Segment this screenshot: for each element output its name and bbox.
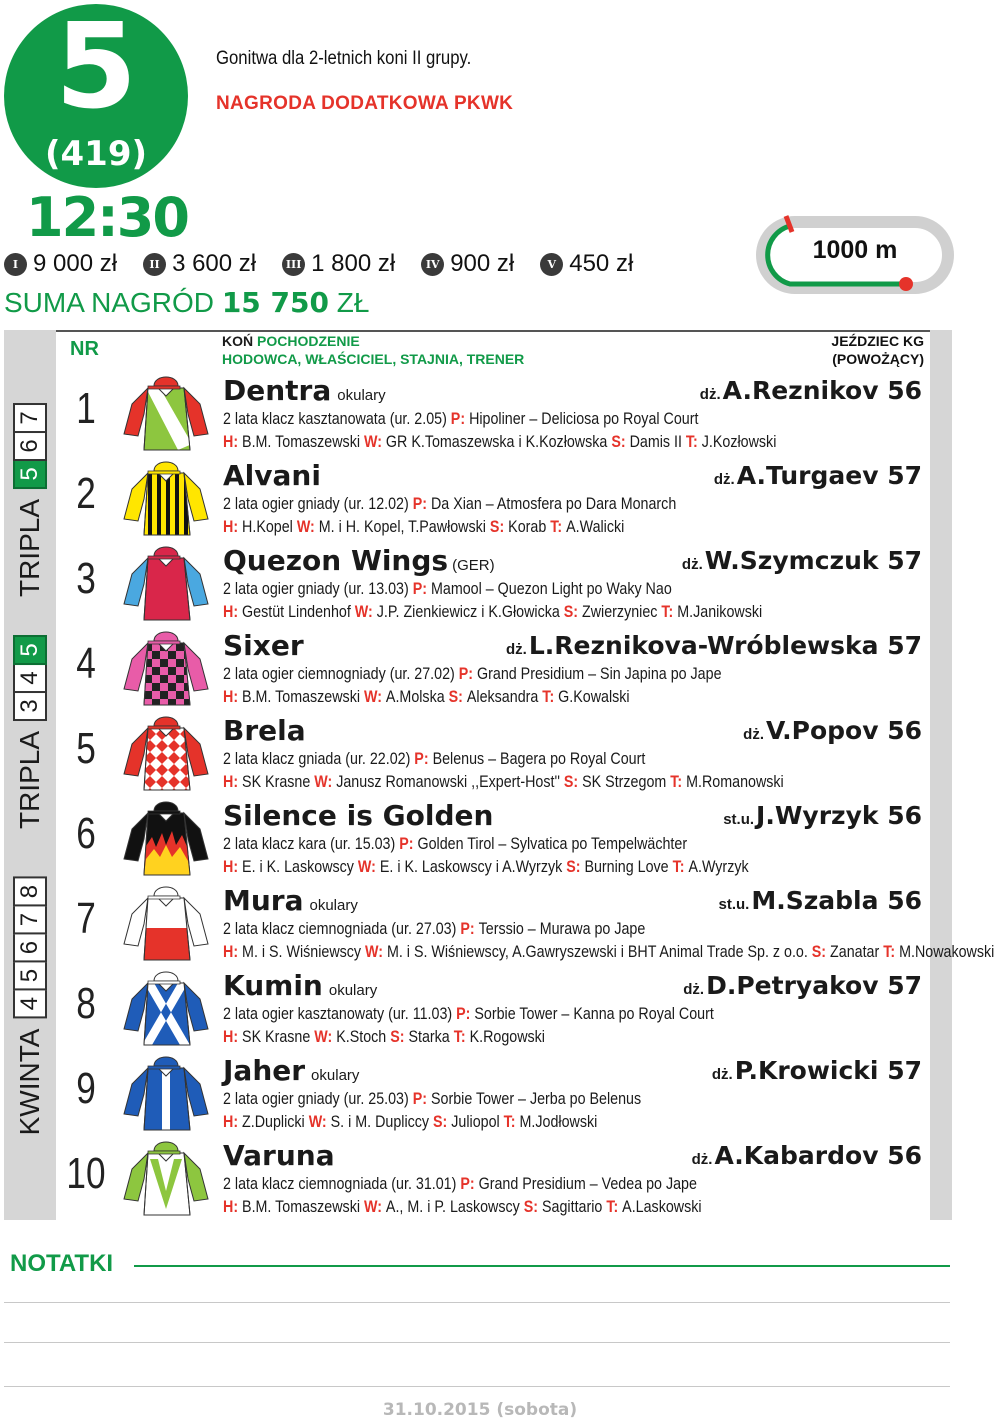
total-label: SUMA NAGRÓD: [4, 287, 215, 318]
runner-row: [56, 965, 930, 1050]
horse-equipment: okulary: [309, 897, 358, 914]
silks: [118, 629, 214, 707]
jockey-silks-icon: [118, 799, 214, 877]
notes-line: [4, 1342, 950, 1343]
horse-name: [223, 374, 386, 407]
owner-label: W:: [314, 772, 337, 791]
horse-connections: [223, 1197, 702, 1217]
total-prize: [4, 286, 369, 319]
owner-name: M. i S. Wiśniewscy, A.Gawryszewski i BHT Animal Trade Sp. z o.o.: [386, 942, 812, 961]
jockey-silks-icon: [118, 884, 214, 962]
stable-name: Zwierzyniec: [582, 602, 662, 621]
horse-age-sex: 2 lata ogier gniady (ur. 25.03): [223, 1089, 413, 1108]
jockey-name: [683, 971, 922, 1000]
total-amount: 15 750: [221, 286, 329, 319]
jockey-name-text: V.Popov 56: [766, 716, 922, 745]
breeder-name: H.Kopel: [242, 517, 297, 536]
breeder-label: H:: [223, 857, 243, 876]
jockey-name: [712, 1056, 922, 1085]
jockey-name: [743, 716, 922, 745]
horse-pedigree: [223, 664, 722, 684]
runner-number: 10: [66, 1149, 106, 1198]
jockey-name: [700, 376, 922, 405]
race-id: (419): [44, 134, 148, 174]
runner-row: [56, 795, 930, 880]
runner-number: 6: [76, 809, 96, 858]
prize-item: [143, 250, 256, 278]
bet-box: 6: [13, 431, 47, 461]
jockey-silks-icon: [118, 374, 214, 452]
stable-label: S:: [611, 432, 630, 451]
race-time: 12:30: [26, 186, 188, 249]
breeder-name: SK Krasne: [242, 772, 315, 791]
bet-box: 6: [13, 933, 47, 963]
horse-name: [223, 969, 377, 1002]
jockey-name: [719, 886, 922, 915]
trainer-label: T:: [550, 517, 567, 536]
stable-name: Zanatar: [830, 942, 884, 961]
horse-name-text: Mura: [223, 884, 304, 917]
stable-name: Juliopol: [451, 1112, 504, 1131]
race-bonus: NAGRODA DODATKOWA PKWK: [216, 93, 514, 114]
owner-name: J.P. Zienkiewicz i K.Głowicka: [376, 602, 564, 621]
breeder-name: B.M. Tomaszewski: [242, 687, 364, 706]
trainer-name: A.Wyrzyk: [688, 857, 749, 876]
horse-connections: [223, 857, 749, 877]
notes-rule: [134, 1265, 950, 1267]
horse-age-sex: 2 lata klacz gniada (ur. 22.02): [223, 749, 415, 768]
jockey-name-text: A.Reznikov 56: [722, 376, 922, 405]
runner-number: 7: [76, 894, 96, 943]
horse-pedigree: [223, 1089, 641, 1109]
owner-label: W:: [357, 857, 380, 876]
owner-name: K.Stoch: [336, 1027, 391, 1046]
horse-equipment: okulary: [311, 1067, 360, 1084]
jockey-silks-icon: [118, 629, 214, 707]
bet-box: 7: [13, 905, 47, 935]
horse-name: [223, 884, 358, 917]
horse-connections: [223, 602, 762, 622]
race-number: 5: [54, 0, 138, 135]
jockey-name-text: A.Kabardov 56: [714, 1141, 922, 1170]
horse-connections: [223, 942, 994, 962]
jockey-name-text: P.Krowicki 57: [734, 1056, 922, 1085]
stable-label: S:: [523, 1197, 543, 1216]
prize-amount: 3 600 zł: [172, 250, 257, 277]
jockey-status: st.u.: [723, 811, 755, 828]
notes-line: [4, 1302, 950, 1303]
breeder-label: H:: [223, 602, 243, 621]
horse-pedigree: [223, 579, 672, 599]
bet-box: 4: [13, 663, 47, 693]
pedigree-label: P:: [450, 409, 470, 428]
owner-name: Janusz Romanowski ,,Expert-Host'': [336, 772, 564, 791]
trainer-name: A.Laskowski: [622, 1197, 702, 1216]
breeder-label: H:: [223, 517, 243, 536]
bet-label: KWINTA: [14, 1028, 45, 1136]
runner-row: [56, 455, 930, 540]
prize-amount: 1 800 zł: [311, 250, 396, 277]
pedigree-label: P:: [412, 579, 431, 598]
bet-label: TRIPLA: [14, 730, 45, 830]
runner-row: [56, 540, 930, 625]
runner-number: 9: [76, 1064, 96, 1113]
stable-label: S:: [566, 857, 585, 876]
breeder-label: H:: [223, 942, 243, 961]
horse-connections: [223, 517, 624, 537]
owner-label: W:: [314, 1027, 337, 1046]
right-margin-bar: [930, 330, 952, 1220]
breeder-name: B.M. Tomaszewski: [242, 432, 364, 451]
horse-age-sex: 2 lata ogier gniady (ur. 13.03): [223, 579, 413, 598]
jockey-status: dż.: [683, 981, 705, 998]
horse-age-sex: 2 lata klacz ciemnogniada (ur. 31.01): [223, 1174, 461, 1193]
trainer-name: A.Walicki: [566, 517, 625, 536]
jockey-name: [714, 461, 922, 490]
pedigree-text: Sorbie Tower – Jerba po Belenus: [430, 1089, 642, 1108]
jockey-status: dż.: [506, 641, 527, 658]
breeder-label: H:: [223, 772, 243, 791]
horse-name-text: Kumin: [223, 969, 323, 1002]
jockey-status: dż.: [681, 556, 703, 573]
pedigree-text: Belenus – Bagera po Royal Court: [432, 749, 646, 768]
runner-number: 1: [76, 384, 96, 433]
horse-name-text: Silence is Golden: [223, 799, 494, 832]
breeder-name: Z.Duplicki: [242, 1112, 309, 1131]
horse-connections: [223, 432, 776, 452]
stable-label: S:: [390, 1027, 409, 1046]
breeder-name: SK Krasne: [242, 1027, 315, 1046]
stable-name: Burning Love: [584, 857, 673, 876]
pedigree-text: Terssio – Murawa po Jape: [478, 919, 646, 938]
prize-amount: 450 zł: [569, 250, 634, 277]
place-badge: IV: [421, 253, 444, 276]
breeder-label: H:: [223, 432, 243, 451]
pedigree-label: P:: [412, 494, 431, 513]
silks: [118, 1054, 214, 1132]
horse-name-text: Sixer: [223, 629, 304, 662]
runner-number: 3: [76, 554, 96, 603]
place-badge: III: [282, 253, 305, 276]
horse-name: [223, 714, 306, 747]
horse-name: [223, 544, 495, 577]
owner-name: A., M. i P. Laskowscy: [385, 1197, 524, 1216]
pedigree-label: P:: [414, 749, 433, 768]
jockey-silks-icon: [118, 459, 214, 537]
trainer-name: K.Rogowski: [469, 1027, 545, 1046]
jockey-silks-icon: [118, 1139, 214, 1217]
horse-pedigree: [223, 409, 698, 429]
horse-equipment: okulary: [337, 387, 386, 404]
jockey-name: [692, 1141, 922, 1170]
jockey-name-text: A.Turgaev 57: [736, 461, 922, 490]
silks: [118, 459, 214, 537]
pedigree-text: Sorbie Tower – Kanna po Royal Court: [474, 1004, 714, 1023]
runner-row: [56, 880, 994, 965]
silks: [118, 544, 214, 622]
total-currency: ZŁ: [336, 287, 370, 318]
runner-row: [56, 370, 930, 455]
trainer-label: T:: [453, 1027, 470, 1046]
jockey-name: [723, 801, 922, 830]
horse-name-text: Jaher: [223, 1054, 306, 1087]
prize-item: [4, 250, 117, 278]
owner-name: M. i H. Kopel, T.Pawłowski: [318, 517, 490, 536]
horse-age-sex: 2 lata klacz kasztanowata (ur. 2.05): [223, 409, 451, 428]
silks: [118, 714, 214, 792]
silks: [118, 1139, 214, 1217]
owner-label: W:: [354, 602, 377, 621]
pedigree-label: P:: [460, 1174, 479, 1193]
jockey-name-text: M.Szabla 56: [751, 886, 922, 915]
horse-name-text: Quezon Wings: [223, 544, 449, 577]
prize-item: [421, 250, 514, 278]
horse-equipment: okulary: [328, 982, 378, 999]
prize-list: [4, 250, 659, 278]
prize-item: [540, 250, 633, 278]
horse-name-text: Alvani: [223, 459, 321, 492]
jockey-silks-icon: [118, 544, 214, 622]
jockey-name: [506, 631, 922, 660]
runner-row: [56, 1135, 930, 1220]
breeder-name: Gestüt Lindenhof: [242, 602, 355, 621]
breeder-label: H:: [223, 687, 243, 706]
header-jockey: JEŹDZIEC KG: [831, 333, 924, 349]
owner-name: E. i K. Laskowscy i A.Wyrzyk: [379, 857, 567, 876]
place-badge: I: [4, 253, 27, 276]
runner-number: 8: [76, 979, 96, 1028]
runner-number: 5: [76, 724, 96, 773]
bet-box: 5: [13, 459, 47, 489]
pedigree-text: Grand Presidium – Sin Japina po Jape: [477, 664, 722, 683]
trainer-label: T:: [503, 1112, 520, 1131]
bet-box: 7: [13, 403, 47, 433]
bet-box: 3: [13, 691, 47, 721]
pedigree-text: Grand Presidium – Vedea po Jape: [478, 1174, 697, 1193]
trainer-label: T:: [606, 1197, 623, 1216]
stable-label: S:: [489, 517, 509, 536]
horse-name: [223, 799, 493, 832]
jockey-status: dż.: [699, 386, 721, 403]
owner-label: W:: [363, 1197, 386, 1216]
horse-age-sex: 2 lata ogier ciemnogniady (ur. 27.02): [223, 664, 459, 683]
horse-pedigree: [223, 1004, 714, 1024]
horse-pedigree: [223, 494, 676, 514]
race-distance: 1000 m: [812, 236, 898, 264]
horse-age-sex: 2 lata ogier kasztanowaty (ur. 11.03): [223, 1004, 457, 1023]
stable-label: S:: [563, 602, 583, 621]
prize-item: [282, 250, 395, 278]
pedigree-label: P:: [456, 1004, 475, 1023]
stable-name: Korab: [508, 517, 551, 536]
stable-label: S:: [563, 772, 583, 791]
race-conditions: Gonitwa dla 2-letnich koni II grupy.: [216, 48, 472, 69]
owner-name: A.Molska: [385, 687, 449, 706]
owner-label: W:: [296, 517, 319, 536]
jockey-status: dż.: [691, 1151, 713, 1168]
horse-pedigree: [223, 919, 645, 939]
trainer-label: T:: [661, 602, 678, 621]
pedigree-label: P:: [460, 919, 479, 938]
silks: [118, 799, 214, 877]
horse-country: (GER): [452, 557, 495, 574]
footer-date: 31.10.2015 (sobota): [382, 1400, 578, 1420]
breeder-name: M. i S. Wiśniewscy: [242, 942, 366, 961]
trainer-name: M.Jodłowski: [519, 1112, 598, 1131]
silks: [118, 884, 214, 962]
bet-box: 5: [13, 961, 47, 991]
jockey-name-text: W.Szymczuk 57: [704, 546, 922, 575]
stable-name: Starka: [408, 1027, 454, 1046]
jockey-silks-icon: [118, 969, 214, 1047]
owner-name: GR K.Tomaszewska i K.Kozłowska: [385, 432, 612, 451]
bet-box: 8: [13, 877, 47, 907]
runner-row: [56, 710, 930, 795]
runner-number: 2: [76, 469, 96, 518]
owner-name: S. i M. Dupliccy: [330, 1112, 434, 1131]
trainer-name: M.Nowakowski: [899, 942, 994, 961]
breeder-name: E. i K. Laskowscy: [242, 857, 358, 876]
header-nr: NR: [70, 338, 99, 360]
place-badge: V: [540, 253, 563, 276]
horse-name-text: Brela: [223, 714, 306, 747]
jockey-name-text: J.Wyrzyk 56: [756, 801, 922, 830]
notes-line: [4, 1386, 950, 1387]
horse-age-sex: 2 lata klacz kara (ur. 15.03): [223, 834, 400, 853]
pedigree-text: Golden Tirol – Sylvatica po Tempelwächter: [417, 834, 688, 853]
jockey-status: dż.: [743, 726, 765, 743]
breeder-label: H:: [223, 1112, 243, 1131]
trainer-label: T:: [883, 942, 900, 961]
horse-connections: [223, 772, 784, 792]
owner-label: W:: [363, 432, 386, 451]
horse-age-sex: 2 lata klacz ciemnogniada (ur. 27.03): [223, 919, 461, 938]
bet-box: 5: [13, 635, 47, 665]
horse-pedigree: [223, 834, 687, 854]
pedigree-label: P:: [412, 1089, 431, 1108]
pedigree-label: P:: [458, 664, 478, 683]
trainer-name: M.Romanowski: [686, 772, 784, 791]
horse-pedigree: [223, 1174, 697, 1194]
stable-label: S:: [811, 942, 831, 961]
stable-name: Damis II: [629, 432, 686, 451]
silks: [118, 969, 214, 1047]
horse-connections: [223, 1027, 545, 1047]
horse-name-text: Varuna: [223, 1139, 335, 1172]
jockey-name-text: L.Reznikova-Wróblewska 57: [528, 631, 922, 660]
jockey-silks-icon: [118, 714, 214, 792]
horse-connections: [223, 687, 630, 707]
horse-connections: [223, 1112, 597, 1132]
trainer-name: G.Kowalski: [558, 687, 630, 706]
trainer-label: T:: [685, 432, 702, 451]
stable-label: S:: [433, 1112, 452, 1131]
horse-name: [223, 1054, 359, 1087]
breeder-label: H:: [223, 1027, 243, 1046]
horse-name-text: Dentra: [223, 374, 332, 407]
place-badge: II: [143, 253, 166, 276]
runner-row: [56, 625, 930, 710]
bet-box: 4: [13, 989, 47, 1019]
owner-label: W:: [308, 1112, 331, 1131]
bet-label: TRIPLA: [14, 498, 45, 598]
breeder-label: H:: [223, 1197, 243, 1216]
header-driver: (POWOŻĄCY): [832, 351, 924, 367]
stable-name: Aleksandra: [466, 687, 543, 706]
prize-amount: 900 zł: [450, 250, 515, 277]
jockey-name-text: D.Petryakov 57: [706, 971, 922, 1000]
runner-row: [56, 1050, 930, 1135]
stable-name: Sagittario: [542, 1197, 607, 1216]
pedigree-text: Hipoliner – Deliciosa po Royal Court: [469, 409, 699, 428]
horse-name: [223, 459, 321, 492]
stable-label: S:: [448, 687, 467, 706]
pedigree-text: Mamool – Quezon Light po Waky Nao: [430, 579, 672, 598]
header-rule: [56, 330, 930, 332]
breeder-name: B.M. Tomaszewski: [242, 1197, 364, 1216]
pedigree-label: P:: [399, 834, 418, 853]
horse-name: [223, 1139, 335, 1172]
silks: [118, 374, 214, 452]
jockey-silks-icon: [118, 1054, 214, 1132]
jockey-name: [682, 546, 922, 575]
trainer-label: T:: [672, 857, 689, 876]
horse-age-sex: 2 lata ogier gniady (ur. 12.02): [223, 494, 413, 513]
trainer-label: T:: [670, 772, 687, 791]
jockey-status: dż.: [711, 1066, 733, 1083]
pedigree-text: Da Xian – Atmosfera po Dara Monarch: [430, 494, 677, 513]
runner-number: 4: [76, 639, 96, 688]
horse-pedigree: [223, 749, 645, 769]
notes-label: NOTATKI: [10, 1250, 114, 1277]
stable-name: SK Strzegom: [582, 772, 671, 791]
prize-amount: 9 000 zł: [33, 250, 118, 277]
owner-label: W:: [365, 942, 387, 961]
trainer-name: M.Janikowski: [677, 602, 763, 621]
horse-name: [223, 629, 304, 662]
header-connections: HODOWCA, WŁAŚCICIEL, STAJNIA, TRENER: [222, 351, 525, 367]
trainer-name: J.Kozłowski: [701, 432, 777, 451]
header-horse: KOŃ POCHODZENIE: [222, 333, 360, 349]
jockey-status: dż.: [713, 471, 735, 488]
jockey-status: st.u.: [718, 896, 750, 913]
owner-label: W:: [363, 687, 386, 706]
trainer-label: T:: [542, 687, 559, 706]
